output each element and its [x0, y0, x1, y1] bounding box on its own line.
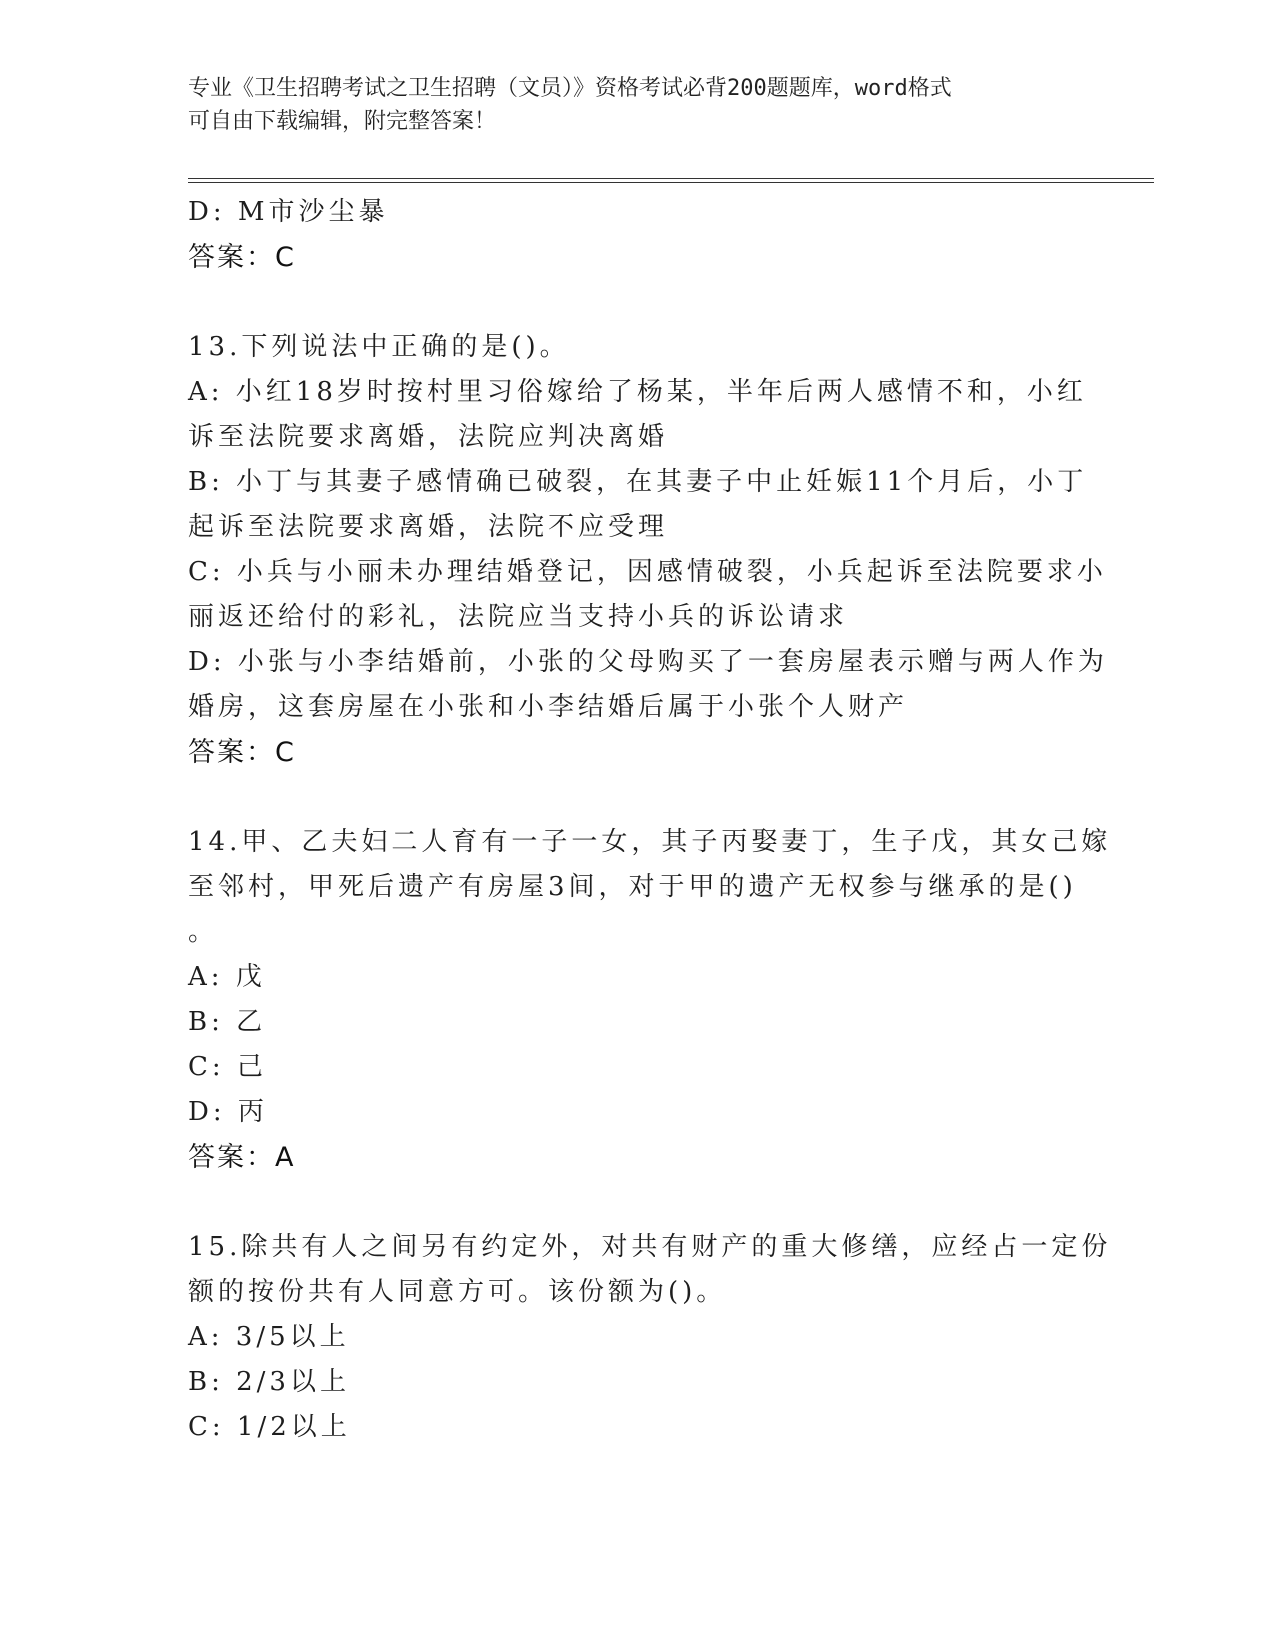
spacer — [188, 1180, 1088, 1225]
q14-option-d: D: 丙 — [188, 1097, 268, 1127]
q14-option-a: A: 戊 — [188, 962, 266, 992]
q13-option-b-line-2: 起诉至法院要求离婚，法院不应受理 — [188, 512, 669, 542]
header-title-line-1: 专业《卫生招聘考试之卫生招聘（文员）》资格考试必背200题题库，word格式 — [188, 76, 952, 101]
q15-stem-line-2: 额的按份共有人同意方可。该份额为()。 — [188, 1277, 727, 1307]
q13-option-c-line-2: 丽返还给付的彩礼，法院应当支持小兵的诉讼请求 — [188, 602, 849, 632]
q14-answer: 答案：A — [188, 1142, 296, 1173]
q13-stem: 13.下列说法中正确的是()。 — [188, 332, 570, 362]
q14-stem-line-2: 至邻村，甲死后遗产有房屋3间，对于甲的遗产无权参与继承的是() — [188, 872, 1077, 902]
question-15 — [188, 1225, 1112, 1450]
q13-answer: 答案：C — [188, 737, 296, 768]
header-rule-top — [188, 178, 1154, 179]
q12-option-d: D: M市沙尘暴 — [188, 197, 389, 227]
header-rule-bottom — [188, 182, 1154, 183]
q13-option-d-line-1: D: 小张与小李结婚前，小张的父母购买了一套房屋表示赠与两人作为 — [188, 647, 1108, 677]
q15-option-a: A: 3/5以上 — [188, 1322, 350, 1352]
q13-option-c-line-1: C: 小兵与小丽未办理结婚登记，因感情破裂，小兵起诉至法院要求小 — [188, 557, 1107, 587]
header-title-line-2: 可自由下载编辑，附完整答案！ — [188, 109, 497, 134]
q13-option-b-line-1: B: 小丁与其妻子感情确已破裂，在其妻子中止妊娠11个月后，小丁 — [188, 467, 1088, 497]
q13-option-a-line-2: 诉至法院要求离婚，法院应判决离婚 — [188, 422, 669, 452]
q14-option-b: B: 乙 — [188, 1007, 267, 1037]
spacer — [188, 775, 1088, 820]
q15-stem-line-1: 15.除共有人之间另有约定外，对共有财产的重大修缮，应经占一定份 — [188, 1232, 1112, 1262]
q13-option-a-line-1: A: 小红18岁时按村里习俗嫁给了杨某，半年后两人感情不和，小红 — [188, 377, 1087, 407]
q14-option-c: C: 己 — [188, 1052, 267, 1082]
q14-stem-line-3: 。 — [188, 917, 219, 947]
q15-option-c: C: 1/2以上 — [188, 1412, 351, 1442]
q14-stem-line-1: 14.甲、乙夫妇二人育有一子一女，其子丙娶妻丁，生子戊，其女己嫁 — [188, 827, 1112, 857]
q12-answer: 答案：C — [188, 242, 296, 273]
question-content — [188, 190, 1112, 1450]
q13-option-d-line-2: 婚房，这套房屋在小张和小李结婚后属于小张个人财产 — [188, 692, 909, 722]
question-13 — [188, 325, 1108, 775]
document-header — [188, 72, 1068, 138]
spacer — [188, 280, 1088, 325]
question-14 — [188, 820, 1112, 1180]
question-12-tail — [188, 190, 1088, 280]
q15-option-b: B: 2/3以上 — [188, 1367, 350, 1397]
